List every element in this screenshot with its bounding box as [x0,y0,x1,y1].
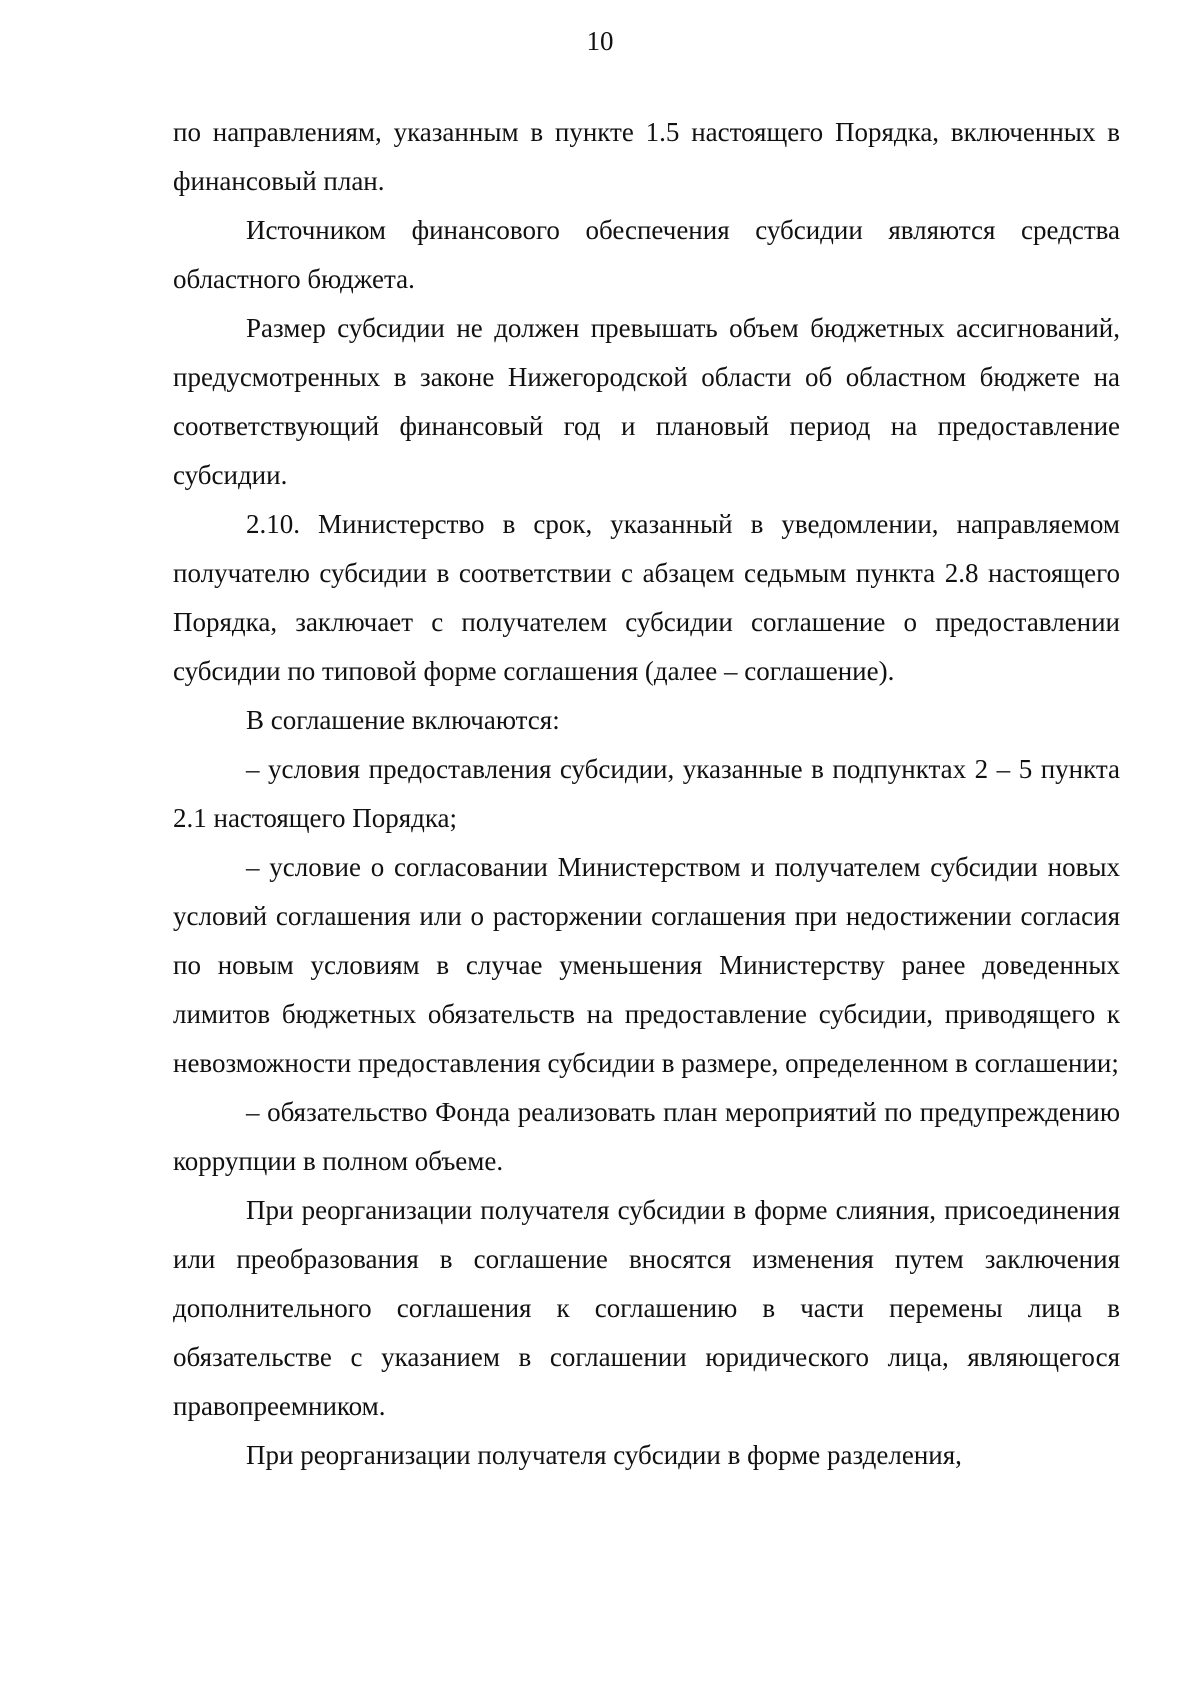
list-item-1: – условия предоставления субсидии, указанные в подпунктах 2 – 5 пункта 2.1 настоящего Порядка; [173,754,1120,833]
paragraph-7: При реорганизации получателя субсидии в форме разделения, [246,1440,962,1470]
paragraph-6: При реорганизации получателя субсидии в форме слияния, присоединения или преобразования в соглашение вносятся изменения путем заключения дополнительного соглашения к соглашению в части перемены лица в обязательстве с указанием в соглашении юридического лица, являющегося правопреемником. [173,1195,1120,1421]
paragraph-1: по направлениям, указанным в пункте 1.5 настоящего Порядка, включенных в финансовый план. [173,117,1120,196]
paragraph-4: 2.10. Министерство в срок, указанный в уведомлении, направляемом получателю субсидии в соответствии с абзацем седьмым пункта 2.8 настоящего Порядка, заключает с получателем субсидии соглашение о предоставлении субсидии по типовой форме соглашения (далее – соглашение). [173,509,1120,686]
page-number: 10 [586,26,614,56]
list-item-2: – условие о согласовании Министерством и получателем субсидии новых условий соглашения или о расторжении соглашения при недостижении согласия по новым условиям в случае уменьшения Министерству ранее доведенных лимитов бюджетных обязательств на предоставление субсидии, приводящего к невозможности предоставления субсидии в размере, определенном в соглашении; [173,852,1120,1078]
list-item-3: – обязательство Фонда реализовать план мероприятий по предупреждению коррупции в полном объеме. [173,1097,1120,1176]
paragraph-5: В соглашение включаются: [246,705,560,735]
paragraph-2: Источником финансового обеспечения субсидии являются средства областного бюджета. [173,215,1120,294]
paragraph-3: Размер субсидии не должен превышать объем бюджетных ассигнований, предусмотренных в законе Нижегородской области об областном бюджете на соответствующий финансовый год и плановый период на предоставление субсидии. [173,313,1120,490]
document-body [173,108,1120,1480]
